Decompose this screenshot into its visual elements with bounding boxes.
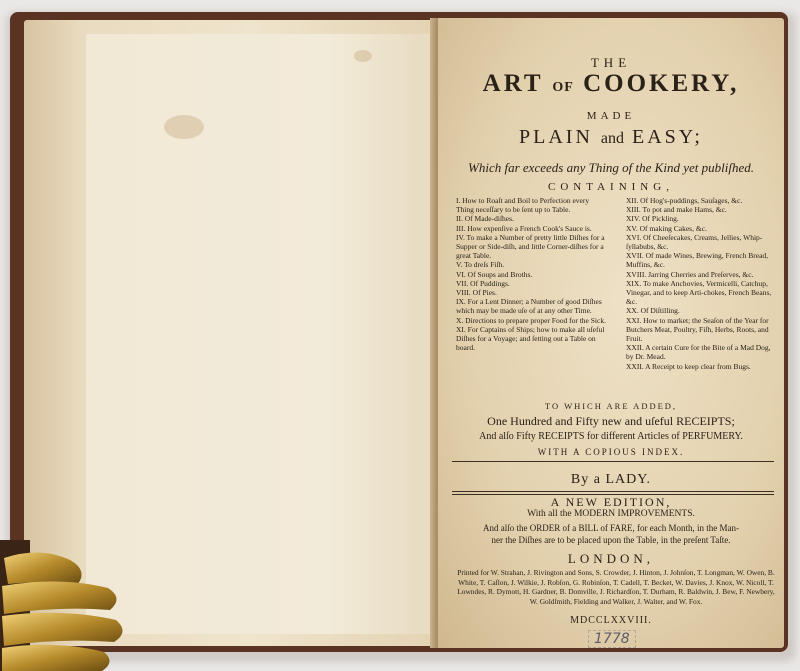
containing-heading: CONTAINING, <box>548 181 674 193</box>
imprint-city: LONDON, <box>567 551 655 566</box>
chapter-item: XI. For Captains of Ships; how to make all uſeful Diſhes for a Voyage; and ſetting out a Table on board. <box>456 324 605 353</box>
rule-divider <box>452 461 774 462</box>
chapter-item: II. Of Made-diſhes. <box>456 214 514 224</box>
rule-divider <box>452 491 774 492</box>
chapter-item: XXI. How to market; the Seaſon of the Year for Butchers Meat, Poultry, Fiſh, Herbs, Roots, and Fruit. <box>626 315 769 344</box>
chapter-item: XXII. A certain Cure for the Bite of a Mad Dog, by Dr. Mead. <box>626 343 771 362</box>
finger <box>4 552 82 584</box>
chapter-item: VI. Of Soups and Broths. <box>456 269 533 279</box>
finger <box>2 581 117 614</box>
subtitle-which-exceeds: Which far exceeds any Thing of the Kind yet publiſhed. <box>468 160 754 175</box>
chapter-item: XII. Of Hog's-puddings, Sauſages, &c. <box>626 196 743 205</box>
title-made: MADE <box>586 110 636 122</box>
finger <box>2 645 110 671</box>
chapter-item: XVI. Of Cheeſecakes, Creams, Jellies, Whip-ſyllabubs, &c. <box>626 232 763 252</box>
chapter-item: XVII. Of made Wines, Brewing, French Bread, Muffins, &c. <box>626 251 769 270</box>
chapter-column-left <box>456 196 608 371</box>
title-of: OF <box>552 80 574 95</box>
perfumery-receipts: And alſo Fifty RECEIPTS for different Articles of PERFUMERY. <box>479 431 743 442</box>
chapter-column-right <box>626 196 778 371</box>
foxing-stain <box>354 50 372 62</box>
title-cookery: COOKERY, <box>583 70 740 97</box>
hundred-fifty-receipts: One Hundred and Fifty new and uſeful RECEIPTS; <box>487 414 735 428</box>
chapter-item: V. To dreſs Fiſh. <box>456 260 505 270</box>
by-a-lady: By a LADY. <box>570 472 652 487</box>
pencil-date-annotation: 1778 <box>588 630 636 648</box>
title-page <box>438 18 784 648</box>
title-main <box>438 70 784 98</box>
imprint-year: MDCCLXXVIII. <box>570 615 652 626</box>
chapter-item: XV. Of making Cakes, &c. <box>626 223 707 233</box>
chapter-item: X. Directions to prepare proper Food for the Sick. <box>456 315 606 325</box>
bill-of-fare-line-1: And alſo the ORDER of a BILL of FARE, for each Month, in the Man- <box>483 523 739 533</box>
copious-index: WITH A COPIOUS INDEX. <box>537 447 685 457</box>
title-the: THE <box>590 55 632 70</box>
title-easy: EASY; <box>632 126 703 148</box>
chapter-item: IV. To make a Number of pretty little Diſhes for a Supper or Side-diſh, and little Corner-diſhes for a great Table. <box>456 232 605 261</box>
foxing-stain <box>164 115 204 139</box>
modern-improvements: With all the MODERN IMPROVEMENTS. <box>527 509 695 519</box>
chapter-item: XIX. To make Anchovies, Vermicelli, Catchup, Vinegar, and to keep Arti-chokes, French Beans, &c. <box>626 278 772 307</box>
title-plain-easy <box>438 126 784 149</box>
imprint-printers: Printed for W. Strahan, J. Rivington and Sons, S. Crowder, J. Hinton, J. Johnſon, T. Longman, W. Owen, B. White, T. Caſlon, J. Wilkie, J. Robſon, G. Robinſon, T. Cadell, T. Becket, W. Davies, J. Knox, W. Nicoll, T. Lowndes, R. Dymott, H. Gardner, B. Domville, J. Richardſon, T. Durham, R. Baldwin, J. Bew, F. Newbery, W. Goldſmith, Fielding and Walker, J. Walter, and W. Fox. <box>457 568 775 606</box>
brass-hand-bookend <box>0 540 140 671</box>
chapter-item: I. How to Roaſt and Boil to Perfection every Thing neceſſary to be ſent up to Table. <box>456 196 590 215</box>
finger <box>2 613 123 646</box>
chapter-item: XX. Of Diſtilling. <box>626 306 680 316</box>
title-art: ART <box>482 70 544 97</box>
chapter-item: XIV. Of Pickling. <box>626 214 679 224</box>
chapter-item: XVIII. Jarring Cherries and Preſerves, &c. <box>626 269 754 279</box>
chapter-item: VIII. Of Pies. <box>456 288 497 298</box>
chapter-item: III. How expenſive a French Cook's Sauce is. <box>456 223 592 233</box>
title-plain: PLAIN <box>519 126 593 148</box>
new-edition: A NEW EDITION, <box>550 495 672 509</box>
chapter-item: IX. For a Lent Dinner; a Number of good Diſhes which may be made uſe of at any other Time. <box>456 297 602 316</box>
to-which-added: TO WHICH ARE ADDED, <box>544 401 678 411</box>
bill-of-fare-line-2: ner the Diſhes are to be placed upon the Table, in the preſent Taſte. <box>491 535 731 545</box>
chapter-item: XXII. A Receipt to keep clear from Bugs. <box>626 361 751 371</box>
chapter-columns <box>456 196 778 371</box>
chapter-item: VII. Of Puddings. <box>456 278 510 288</box>
title-and: and <box>600 130 625 147</box>
chapter-item: XIII. To pot and make Hams, &c. <box>626 205 727 215</box>
